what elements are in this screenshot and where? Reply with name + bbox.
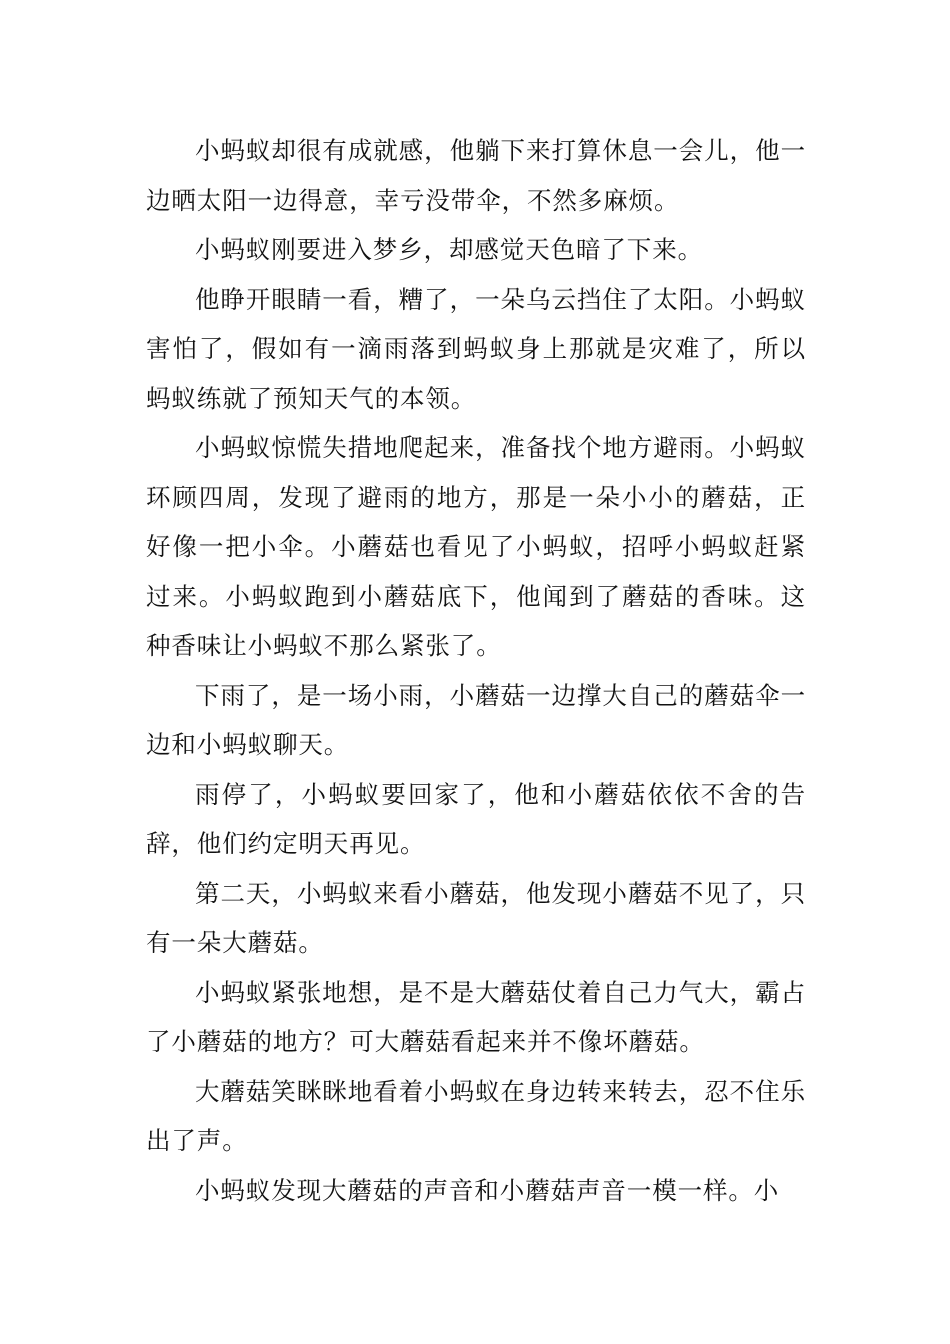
story-text — [146, 126, 806, 1215]
paragraph-1: 小蚂蚁却很有成就感，他躺下来打算休息一会儿，他一边晒太阳一边得意，幸亏没带伞，不然多麻烦。 — [146, 136, 806, 215]
paragraph-10: 小蚂蚁发现大蘑菇的声音和小蘑菇声音一模一样。小 — [195, 1175, 780, 1205]
paragraph-7: 第二天，小蚂蚁来看小蘑菇，他发现小蘑菇不见了，只有一朵大蘑菇。 — [146, 878, 806, 957]
paragraph-2: 小蚂蚁刚要进入梦乡，却感觉天色暗了下来。 — [195, 235, 703, 264]
paragraph-5: 下雨了，是一场小雨，小蘑菇一边撑大自己的蘑菇伞一边和小蚂蚁聊天。 — [146, 680, 806, 759]
paragraph-8: 小蚂蚁紧张地想，是不是大蘑菇仗着自己力气大，霸占了小蘑菇的地方？可大蘑菇看起来并不像坏蘑菇。 — [146, 977, 806, 1056]
paragraph-3: 他睁开眼睛一看，糟了，一朵乌云挡住了太阳。小蚂蚁害怕了，假如有一滴雨落到蚂蚁身上那就是灾难了，所以蚂蚁练就了预知天气的本领。 — [146, 284, 806, 413]
paragraph-9: 大蘑菇笑眯眯地看着小蚂蚁在身边转来转去，忍不住乐出了声。 — [146, 1076, 806, 1155]
paragraph-4: 小蚂蚁惊慌失措地爬起来，准备找个地方避雨。小蚂蚁环顾四周，发现了避雨的地方，那是一朵小小的蘑菇，正好像一把小伞。小蘑菇也看见了小蚂蚁，招呼小蚂蚁赶紧过来。小蚂蚁跑到小蘑菇底下，他闻到了蘑菇的香味。这种香味让小蚂蚁不那么紧张了。 — [146, 433, 806, 660]
paragraph-6: 雨停了，小蚂蚁要回家了，他和小蘑菇依依不舍的告辞，他们约定明天再见。 — [146, 779, 806, 858]
